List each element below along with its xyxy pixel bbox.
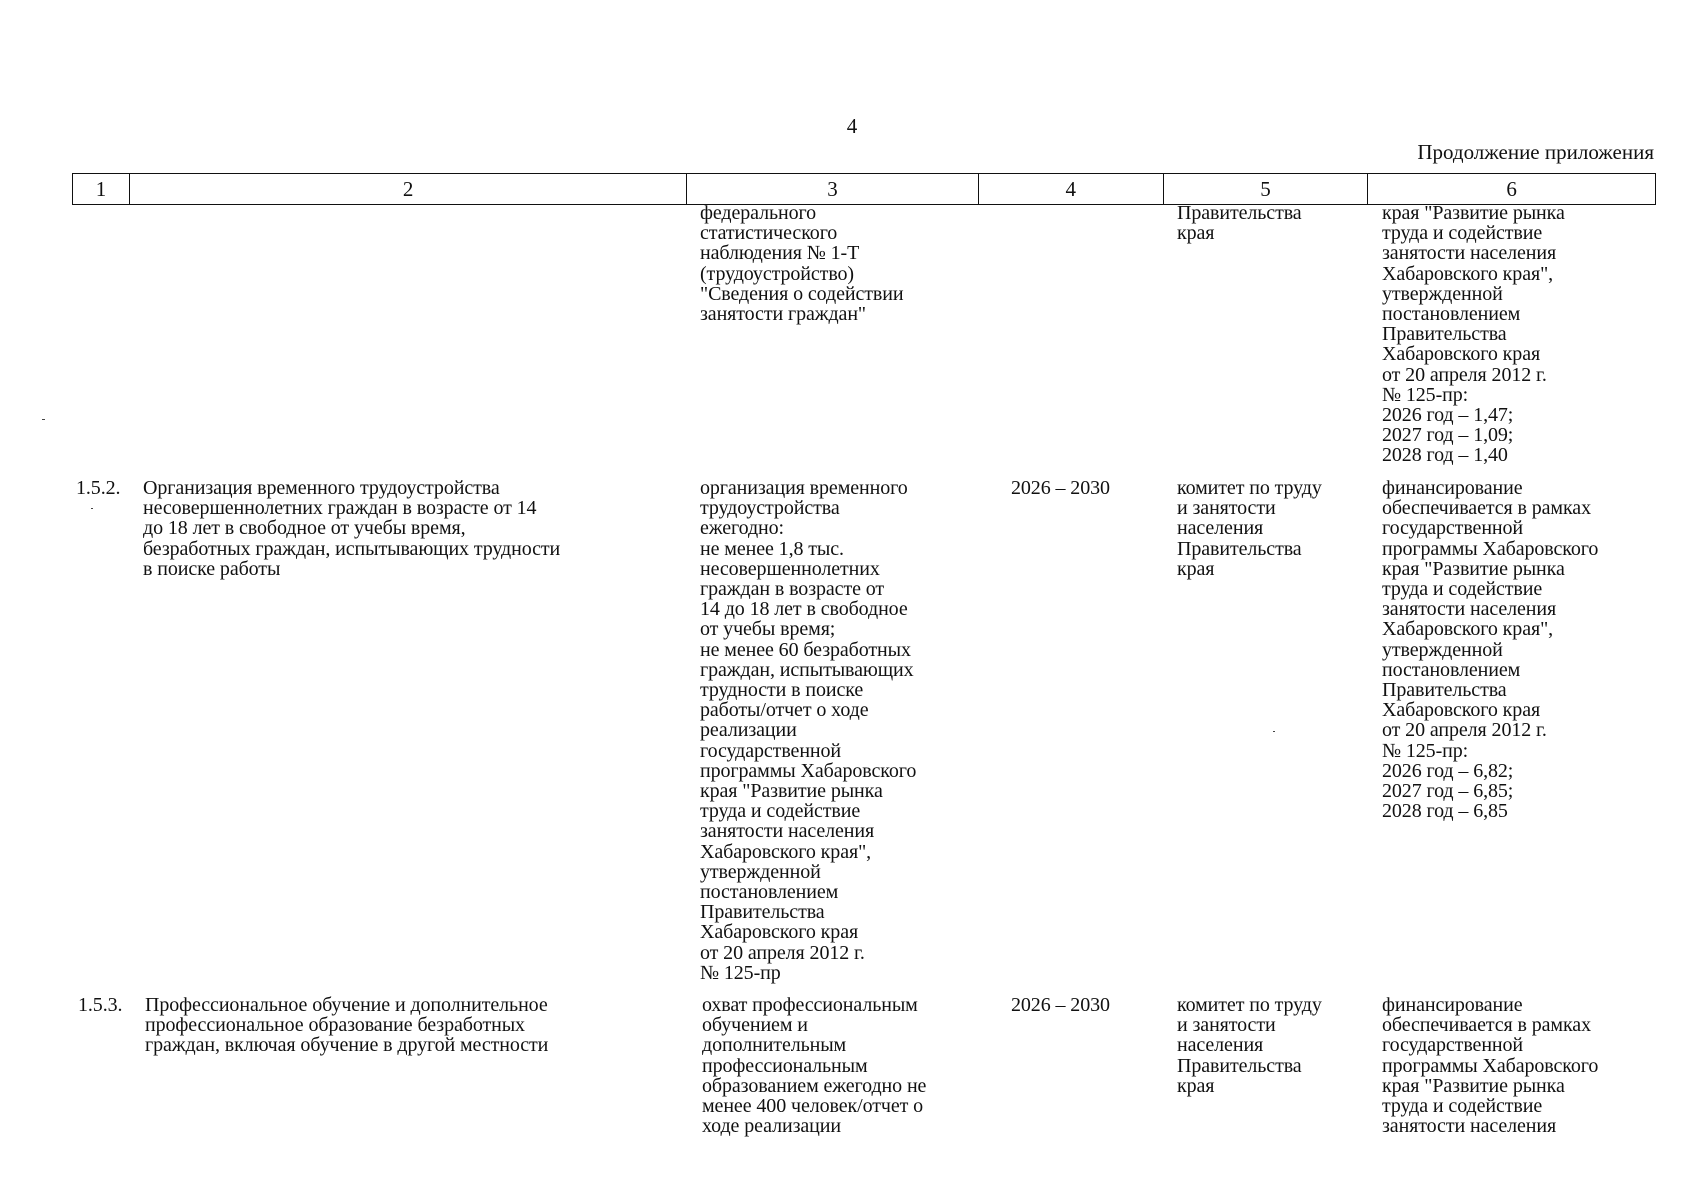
table-header-row bbox=[72, 173, 1656, 205]
column-header-3: 3 bbox=[687, 174, 979, 204]
cell-period: 2026 – 2030 bbox=[1011, 994, 1110, 1016]
cell-executor: комитет по труду и занятости населения Правительства края bbox=[1177, 994, 1322, 1097]
column-header-4: 4 bbox=[979, 174, 1164, 204]
column-header-5: 5 bbox=[1164, 174, 1369, 204]
column-header-2: 2 bbox=[130, 174, 687, 204]
cell-result: федерального статистического наблюдения № 1-Т (трудоустройство) "Сведения о содействии занятости граждан" bbox=[700, 202, 904, 326]
cell-number: 1.5.2. bbox=[76, 477, 121, 499]
scan-artifact bbox=[1273, 731, 1275, 732]
cell-financing: края "Развитие рынка труда и содействие занятости населения Хабаровского края", утвержденной постановлением Правительства Хабаровского края от 20 апреля 2012 г. № 125-пр: 2026 год – 1,47; 2027 год – 1,09; 2028 год – 1,40 bbox=[1382, 202, 1565, 467]
cell-financing: финансирование обеспечивается в рамках государственной программы Хабаровского края "Развитие рынка труда и содействие занятости населения Хабаровского края", утвержденной постановлением Правительства Хабаровского края от 20 апреля 2012 г. № 125-пр: 2026 год – 6,82; 2027 год – 6,85; 2028 год – 6,85 bbox=[1382, 477, 1599, 823]
cell-result: организация временного трудоустройства ежегодно: не менее 1,8 тыс. несовершеннолетних граждан в возрасте от 14 до 18 лет в свободное от учебы время; не менее 60 безработных граждан, испытывающих трудности в поиске работы/отчет о ходе реализации государственной программы Хабаровского края "Развитие рынка труда и содействие занятости населения Хабаровского края", утвержденной постановлением Правительства Хабаровского края от 20 апреля 2012 г. № 125-пр bbox=[700, 477, 917, 984]
page-number: 4 bbox=[846, 114, 858, 138]
scan-artifact bbox=[42, 419, 45, 420]
column-header-1: 1 bbox=[73, 174, 130, 204]
cell-period: 2026 – 2030 bbox=[1011, 477, 1110, 499]
cell-executor: комитет по труду и занятости населения Правительства края bbox=[1177, 477, 1322, 580]
scan-artifact bbox=[91, 508, 93, 509]
cell-financing: финансирование обеспечивается в рамках государственной программы Хабаровского края "Развитие рынка труда и содействие занятости населения bbox=[1382, 994, 1599, 1138]
cell-executor: Правительства края bbox=[1177, 202, 1302, 245]
cell-number: 1.5.3. bbox=[78, 994, 123, 1016]
cell-result: охват профессиональным обучением и дополнительным профессиональным образованием ежегодно не менее 400 человек/отчет о ходе реализации bbox=[702, 994, 927, 1138]
cell-measure-name: Профессиональное обучение и дополнительное профессиональное образование безработных граждан, включая обучение в другой местности bbox=[145, 994, 549, 1057]
continuation-label: Продолжение приложения bbox=[1417, 140, 1654, 164]
column-header-6: 6 bbox=[1506, 177, 1517, 201]
cell-measure-name: Организация временного трудоустройства несовершеннолетних граждан в возрасте от 14 до 18 лет в свободное от учебы время, безработных граждан, испытывающих трудности в поиске работы bbox=[143, 477, 561, 580]
